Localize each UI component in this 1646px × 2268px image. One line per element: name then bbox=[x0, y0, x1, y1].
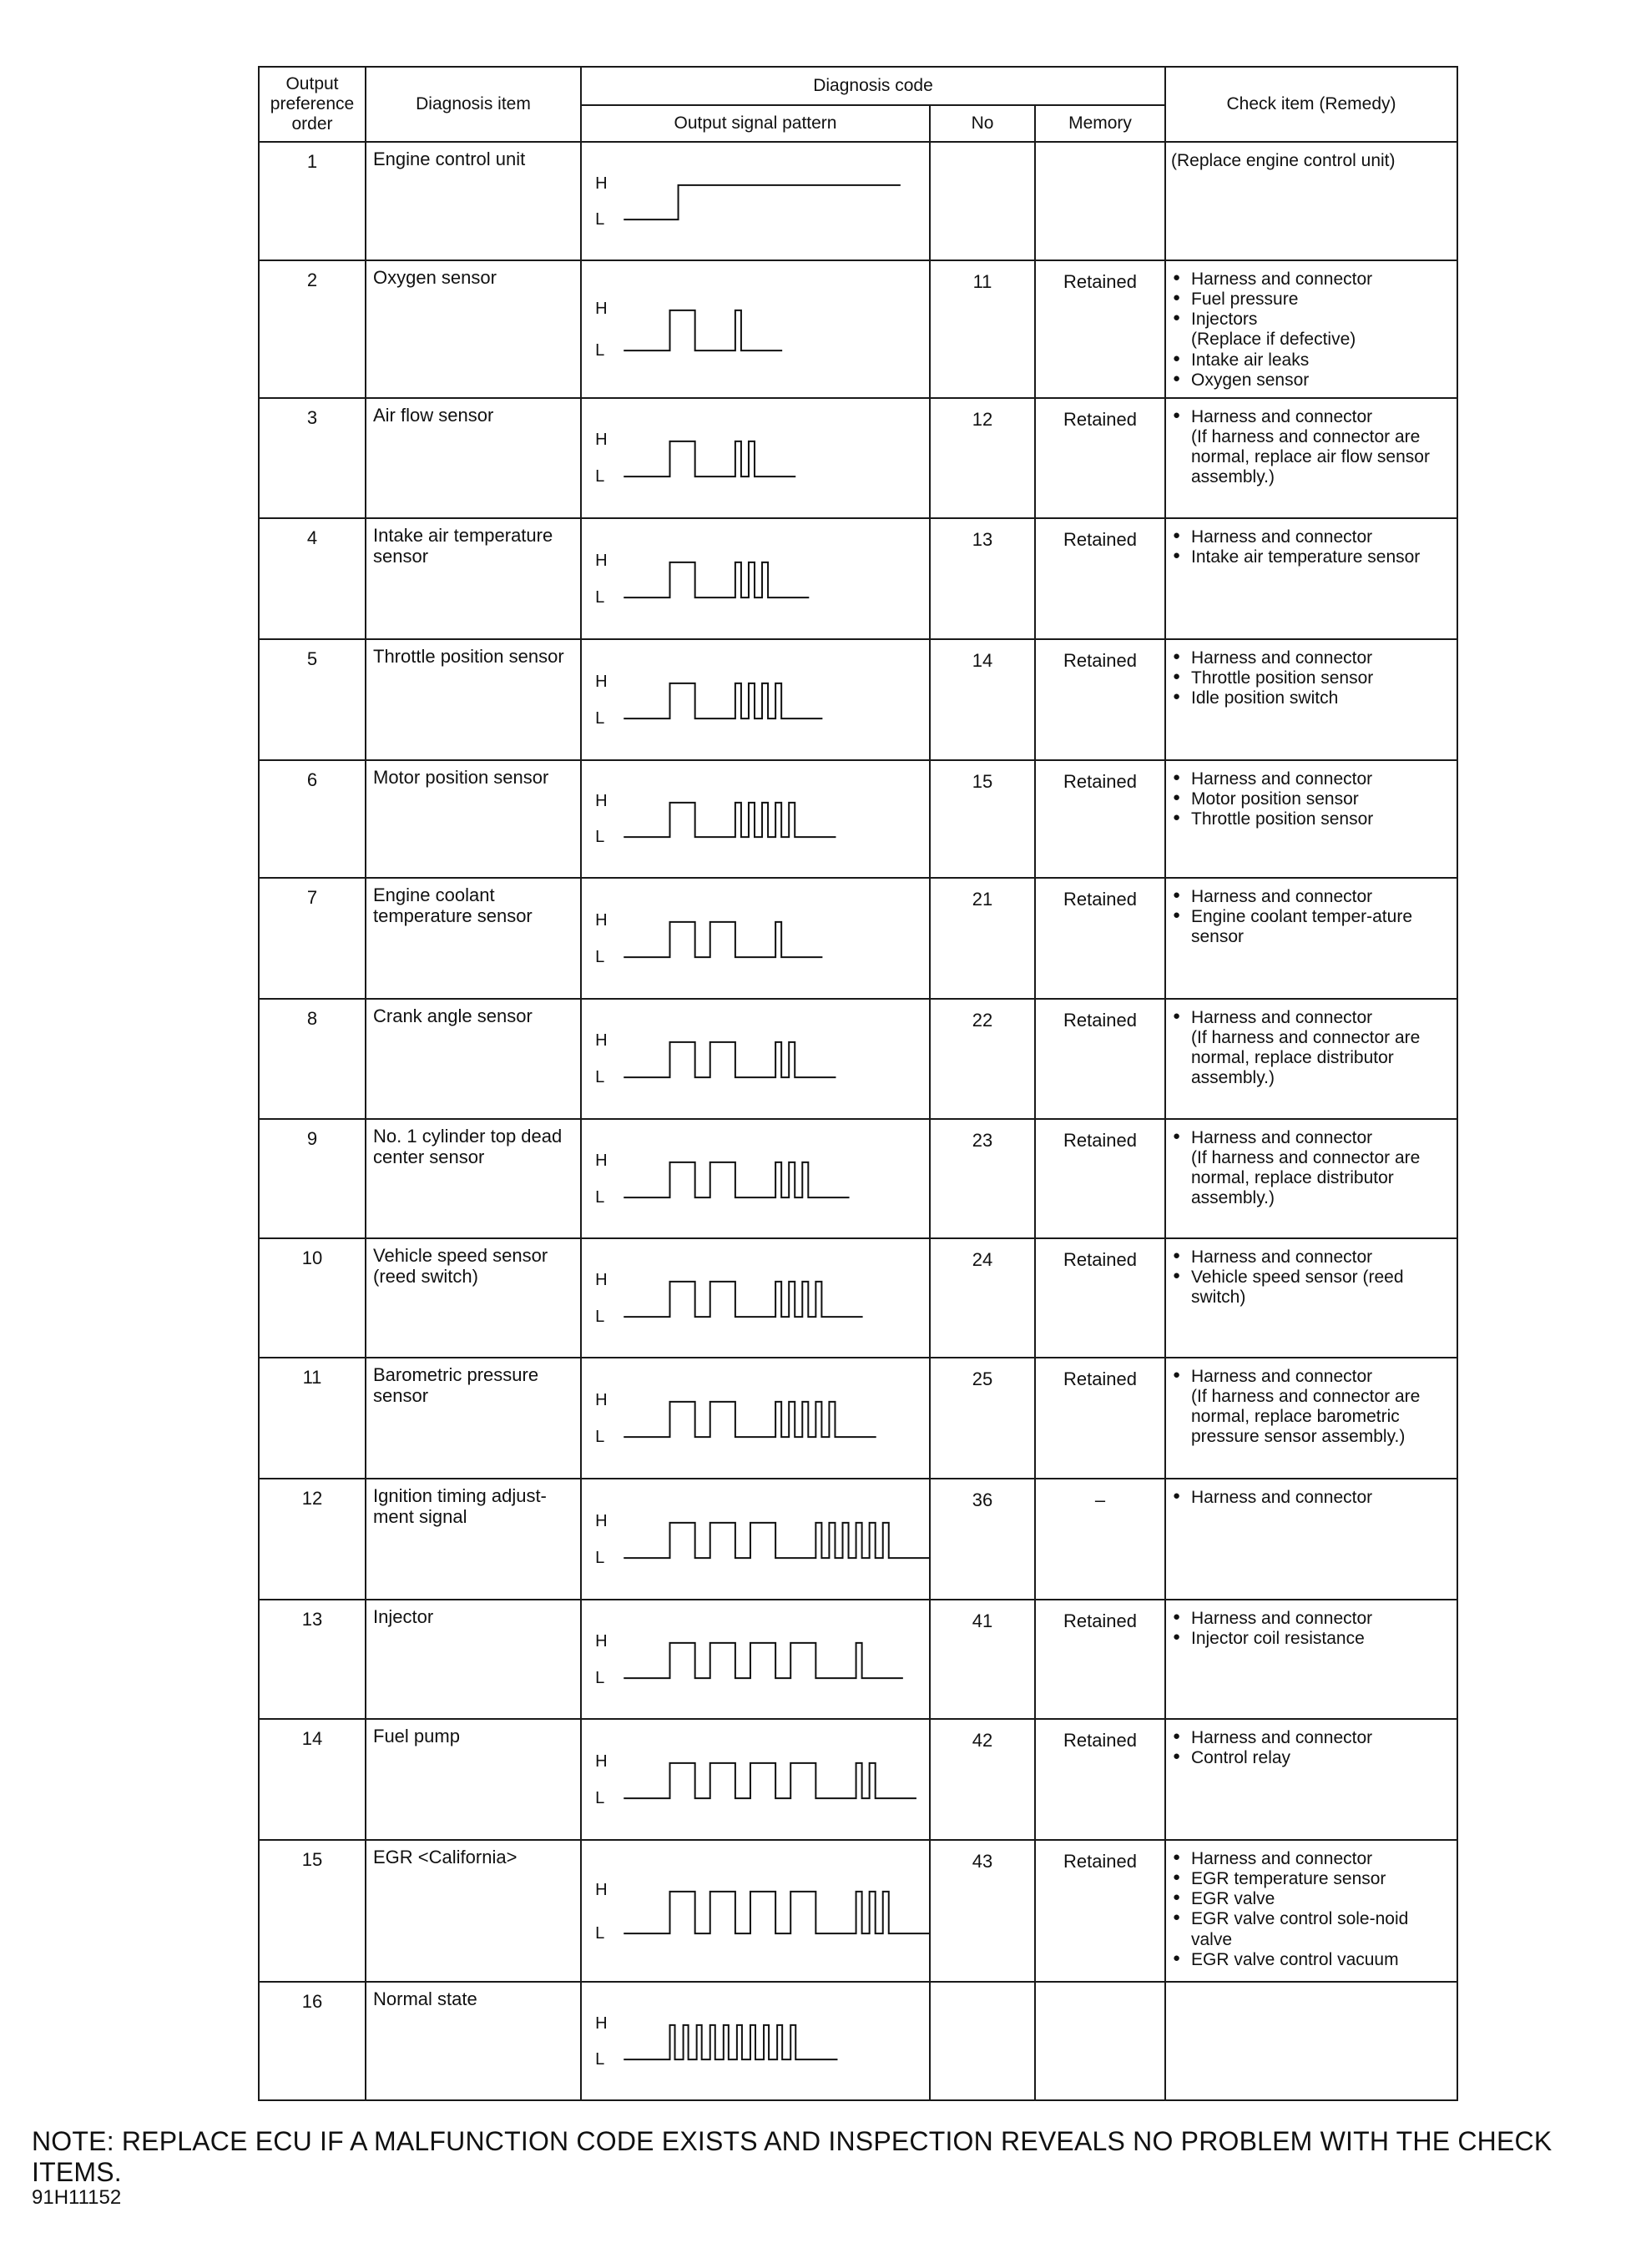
row-code-number: 41 bbox=[930, 1600, 1035, 1719]
signal-waveform bbox=[582, 640, 929, 759]
row-code-number: 21 bbox=[930, 878, 1035, 999]
signal-trace bbox=[624, 1282, 862, 1317]
check-item: ● Engine coolant temper-ature sensor bbox=[1171, 907, 1453, 947]
row-check-items bbox=[1165, 1358, 1457, 1479]
check-item: ● Intake air temperature sensor bbox=[1171, 547, 1453, 567]
table-row bbox=[259, 1719, 1457, 1840]
row-code-number: 36 bbox=[930, 1479, 1035, 1600]
row-memory: – bbox=[1035, 1479, 1165, 1600]
check-list bbox=[1171, 769, 1453, 829]
check-item: ● Harness and connector bbox=[1171, 1247, 1453, 1268]
check-list bbox=[1171, 1128, 1453, 1209]
signal-trace bbox=[624, 441, 795, 476]
check-list bbox=[1171, 648, 1453, 708]
row-signal-pattern bbox=[581, 639, 930, 760]
level-high-label: H bbox=[595, 1511, 608, 1530]
row-signal-pattern bbox=[581, 878, 930, 999]
check-item: ● Control relay bbox=[1171, 1748, 1453, 1768]
header-signal-pattern: Output signal pattern bbox=[581, 105, 930, 142]
row-signal-pattern bbox=[581, 1840, 930, 1982]
row-code-number: 14 bbox=[930, 639, 1035, 760]
check-item: ● Throttle position sensor bbox=[1171, 668, 1453, 688]
signal-trace bbox=[624, 1763, 916, 1798]
level-high-label: H bbox=[595, 174, 608, 193]
row-memory: Retained bbox=[1035, 999, 1165, 1119]
signal-trace bbox=[624, 803, 836, 837]
check-item: (If harness and connector are normal, replace barometric pressure sensor assembly.) bbox=[1191, 1387, 1421, 1447]
signal-trace bbox=[624, 310, 782, 350]
row-order: 9 bbox=[259, 1119, 366, 1238]
signal-waveform bbox=[582, 1720, 929, 1839]
signal-waveform bbox=[582, 399, 929, 517]
row-diagnosis-item: No. 1 cylinder top dead center sensor bbox=[366, 1119, 581, 1238]
row-check-items bbox=[1165, 999, 1457, 1119]
signal-trace bbox=[624, 1892, 929, 1933]
level-low-label: L bbox=[595, 1924, 605, 1943]
row-diagnosis-item: Engine control unit bbox=[366, 142, 581, 260]
row-diagnosis-item: Crank angle sensor bbox=[366, 999, 581, 1119]
row-check-items bbox=[1165, 1982, 1457, 2100]
level-low-label: L bbox=[595, 1188, 605, 1207]
footnote: NOTE: REPLACE ECU IF A MALFUNCTION CODE EXISTS AND INSPECTION REVEALS NO PROBLEM WITH THE CHECK ITEMS. bbox=[32, 2126, 1553, 2187]
check-item: ● Harness and connector bbox=[1171, 1728, 1453, 1748]
level-low-label: L bbox=[595, 709, 605, 728]
check-item: ● Harness and connector bbox=[1171, 527, 1453, 547]
table-row bbox=[259, 1479, 1457, 1600]
row-signal-pattern bbox=[581, 260, 930, 398]
check-list bbox=[1171, 1008, 1453, 1089]
check-item: ● Harness and connector bbox=[1171, 887, 1453, 907]
signal-trace bbox=[624, 185, 901, 219]
row-order: 7 bbox=[259, 878, 366, 999]
row-order: 4 bbox=[259, 518, 366, 639]
row-code-number: 12 bbox=[930, 398, 1035, 518]
row-order: 10 bbox=[259, 1238, 366, 1358]
signal-waveform bbox=[582, 143, 929, 260]
signal-trace bbox=[624, 1523, 929, 1558]
row-memory: Retained bbox=[1035, 1358, 1165, 1479]
check-item: ● Injector coil resistance bbox=[1171, 1629, 1453, 1649]
header-memory: Memory bbox=[1035, 105, 1165, 142]
signal-waveform bbox=[582, 1600, 929, 1718]
level-high-label: H bbox=[595, 1151, 608, 1170]
signal-waveform bbox=[582, 1120, 929, 1237]
signal-waveform bbox=[582, 1479, 929, 1599]
level-low-label: L bbox=[595, 1669, 605, 1688]
row-diagnosis-item: Throttle position sensor bbox=[366, 639, 581, 760]
table-row bbox=[259, 999, 1457, 1119]
check-item: ● Idle position switch bbox=[1171, 688, 1453, 708]
signal-trace bbox=[624, 2025, 837, 2059]
check-list bbox=[1171, 1728, 1453, 1768]
signal-waveform bbox=[582, 519, 929, 638]
table-row bbox=[259, 398, 1457, 518]
check-item: ● Harness and connector bbox=[1171, 1488, 1453, 1508]
signal-waveform bbox=[582, 1000, 929, 1118]
check-item: ● Injectors bbox=[1171, 310, 1453, 330]
row-order: 3 bbox=[259, 398, 366, 518]
signal-trace bbox=[624, 1042, 836, 1077]
signal-trace bbox=[624, 1162, 849, 1197]
check-list bbox=[1171, 1247, 1453, 1308]
signal-trace bbox=[624, 683, 822, 718]
row-memory: Retained bbox=[1035, 639, 1165, 760]
row-check-items bbox=[1165, 142, 1457, 260]
level-high-label: H bbox=[595, 2013, 608, 2033]
level-high-label: H bbox=[595, 1390, 608, 1409]
row-code-number: 43 bbox=[930, 1840, 1035, 1982]
signal-waveform bbox=[582, 1983, 929, 2099]
row-signal-pattern bbox=[581, 760, 930, 878]
level-low-label: L bbox=[595, 1308, 605, 1327]
check-item: ● Harness and connector bbox=[1171, 1008, 1453, 1028]
row-diagnosis-item: Vehicle speed sensor (reed switch) bbox=[366, 1238, 581, 1358]
row-signal-pattern bbox=[581, 398, 930, 518]
check-item: ● Harness and connector bbox=[1171, 1849, 1453, 1869]
check-item: ● EGR valve control sole-noid valve bbox=[1171, 1909, 1453, 1949]
check-list bbox=[1171, 527, 1453, 567]
check-list bbox=[1171, 1609, 1453, 1649]
row-order: 5 bbox=[259, 639, 366, 760]
row-signal-pattern bbox=[581, 1479, 930, 1600]
table-row bbox=[259, 142, 1457, 260]
table-row bbox=[259, 878, 1457, 999]
row-check-items bbox=[1165, 1840, 1457, 1982]
row-check-items bbox=[1165, 1479, 1457, 1600]
table-row bbox=[259, 1600, 1457, 1719]
header-no: No bbox=[930, 105, 1035, 142]
row-signal-pattern bbox=[581, 1982, 930, 2100]
row-signal-pattern bbox=[581, 142, 930, 260]
row-code-number bbox=[930, 142, 1035, 260]
row-check-items bbox=[1165, 260, 1457, 398]
check-item: ● Oxygen sensor bbox=[1171, 370, 1453, 391]
table-row bbox=[259, 1982, 1457, 2100]
row-signal-pattern bbox=[581, 999, 930, 1119]
level-low-label: L bbox=[595, 467, 605, 486]
level-high-label: H bbox=[595, 551, 608, 570]
level-low-label: L bbox=[595, 341, 605, 360]
row-order: 11 bbox=[259, 1358, 366, 1479]
level-high-label: H bbox=[595, 1751, 608, 1771]
check-item: ● EGR valve bbox=[1171, 1889, 1453, 1909]
row-memory: Retained bbox=[1035, 1600, 1165, 1719]
signal-trace bbox=[624, 562, 809, 597]
row-signal-pattern bbox=[581, 1719, 930, 1840]
row-order: 6 bbox=[259, 760, 366, 878]
table-row bbox=[259, 518, 1457, 639]
check-item: (If harness and connector are normal, replace distributor assembly.) bbox=[1191, 1028, 1421, 1088]
level-low-label: L bbox=[595, 1068, 605, 1087]
check-item: ● EGR temperature sensor bbox=[1171, 1869, 1453, 1889]
signal-waveform bbox=[582, 1239, 929, 1357]
row-code-number: 42 bbox=[930, 1719, 1035, 1840]
row-check-items bbox=[1165, 639, 1457, 760]
level-low-label: L bbox=[595, 948, 605, 967]
table-row bbox=[259, 760, 1457, 878]
row-order: 14 bbox=[259, 1719, 366, 1840]
check-item: ● Harness and connector bbox=[1171, 648, 1453, 668]
row-order: 15 bbox=[259, 1840, 366, 1982]
level-high-label: H bbox=[595, 1631, 608, 1651]
row-diagnosis-item: Injector bbox=[366, 1600, 581, 1719]
check-list bbox=[1171, 1849, 1453, 1970]
table-row bbox=[259, 1840, 1457, 1982]
row-memory: Retained bbox=[1035, 1238, 1165, 1358]
level-low-label: L bbox=[595, 588, 605, 607]
check-item: ● EGR valve control vacuum bbox=[1171, 1950, 1453, 1970]
check-item: ● Fuel pressure bbox=[1171, 290, 1453, 310]
header-order: Output preference order bbox=[259, 67, 366, 142]
level-low-label: L bbox=[595, 828, 605, 847]
header-diagnosis-item: Diagnosis item bbox=[366, 67, 581, 142]
level-high-label: H bbox=[595, 1880, 608, 1899]
level-high-label: H bbox=[595, 791, 608, 810]
row-check-items bbox=[1165, 1238, 1457, 1358]
signal-trace bbox=[624, 1402, 876, 1437]
check-item: (If harness and connector are normal, replace air flow sensor assembly.) bbox=[1191, 427, 1430, 487]
table-body bbox=[259, 142, 1457, 2100]
level-low-label: L bbox=[595, 1789, 605, 1808]
level-high-label: H bbox=[595, 672, 608, 691]
row-check-items bbox=[1165, 518, 1457, 639]
row-memory: Retained bbox=[1035, 1719, 1165, 1840]
row-diagnosis-item: Barometric pressure sensor bbox=[366, 1358, 581, 1479]
table-row bbox=[259, 260, 1457, 398]
level-high-label: H bbox=[595, 1270, 608, 1289]
row-code-number bbox=[930, 1982, 1035, 2100]
signal-waveform bbox=[582, 1358, 929, 1478]
row-code-number: 23 bbox=[930, 1119, 1035, 1238]
table-row bbox=[259, 1238, 1457, 1358]
row-order: 2 bbox=[259, 260, 366, 398]
level-low-label: L bbox=[595, 210, 605, 229]
row-memory bbox=[1035, 142, 1165, 260]
signal-waveform bbox=[582, 761, 929, 877]
check-item: ● Harness and connector bbox=[1171, 1128, 1453, 1148]
row-order: 16 bbox=[259, 1982, 366, 2100]
figure-code: 91H11152 bbox=[32, 2186, 122, 2209]
check-item: (If harness and connector are normal, replace distributor assembly.) bbox=[1191, 1148, 1421, 1208]
row-check-items bbox=[1165, 1719, 1457, 1840]
row-signal-pattern bbox=[581, 1600, 930, 1719]
row-diagnosis-item: Intake air temperature sensor bbox=[366, 518, 581, 639]
row-diagnosis-item: Ignition timing adjust-ment signal bbox=[366, 1479, 581, 1600]
level-high-label: H bbox=[595, 1031, 608, 1050]
row-memory: Retained bbox=[1035, 760, 1165, 878]
check-item: ● Intake air leaks bbox=[1171, 350, 1453, 370]
row-diagnosis-item: Engine coolant temperature sensor bbox=[366, 878, 581, 999]
check-list bbox=[1171, 151, 1453, 171]
level-high-label: H bbox=[595, 430, 608, 449]
row-check-items bbox=[1165, 760, 1457, 878]
row-memory: Retained bbox=[1035, 398, 1165, 518]
row-memory bbox=[1035, 1982, 1165, 2100]
check-list bbox=[1171, 270, 1453, 391]
check-item: ● Harness and connector bbox=[1171, 769, 1453, 789]
row-check-items bbox=[1165, 1119, 1457, 1238]
row-code-number: 25 bbox=[930, 1358, 1035, 1479]
signal-waveform bbox=[582, 1841, 929, 1981]
table-row bbox=[259, 1358, 1457, 1479]
row-order: 1 bbox=[259, 142, 366, 260]
row-diagnosis-item: Oxygen sensor bbox=[366, 260, 581, 398]
level-high-label: H bbox=[595, 910, 608, 930]
row-diagnosis-item: Fuel pump bbox=[366, 1719, 581, 1840]
row-memory: Retained bbox=[1035, 878, 1165, 999]
row-signal-pattern bbox=[581, 518, 930, 639]
row-memory: Retained bbox=[1035, 1119, 1165, 1238]
row-order: 8 bbox=[259, 999, 366, 1119]
row-diagnosis-item: EGR <California> bbox=[366, 1840, 581, 1982]
check-item: (Replace engine control unit) bbox=[1171, 151, 1396, 170]
table-row bbox=[259, 1119, 1457, 1238]
row-check-items bbox=[1165, 1600, 1457, 1719]
signal-trace bbox=[624, 922, 822, 957]
row-order: 12 bbox=[259, 1479, 366, 1600]
check-item: ● Throttle position sensor bbox=[1171, 809, 1453, 829]
level-low-label: L bbox=[595, 1428, 605, 1447]
row-signal-pattern bbox=[581, 1119, 930, 1238]
check-item: ● Harness and connector bbox=[1171, 270, 1453, 290]
row-memory: Retained bbox=[1035, 518, 1165, 639]
row-signal-pattern bbox=[581, 1358, 930, 1479]
signal-waveform bbox=[582, 879, 929, 998]
check-item: ● Vehicle speed sensor (reed switch) bbox=[1171, 1268, 1453, 1308]
row-code-number: 13 bbox=[930, 518, 1035, 639]
table-row bbox=[259, 639, 1457, 760]
check-list bbox=[1171, 1367, 1453, 1448]
check-list bbox=[1171, 1488, 1453, 1508]
check-item: (Replace if defective) bbox=[1191, 330, 1356, 350]
row-signal-pattern bbox=[581, 1238, 930, 1358]
check-item: ● Harness and connector bbox=[1171, 1609, 1453, 1629]
check-list bbox=[1171, 887, 1453, 947]
row-code-number: 11 bbox=[930, 260, 1035, 398]
row-diagnosis-item: Air flow sensor bbox=[366, 398, 581, 518]
check-item: ● Harness and connector bbox=[1171, 1367, 1453, 1387]
header-check-item: Check item (Remedy) bbox=[1165, 67, 1457, 142]
row-code-number: 22 bbox=[930, 999, 1035, 1119]
row-order: 13 bbox=[259, 1600, 366, 1719]
row-memory: Retained bbox=[1035, 1840, 1165, 1982]
diagnosis-code-table bbox=[258, 66, 1458, 2101]
level-low-label: L bbox=[595, 1549, 605, 1568]
row-diagnosis-item: Normal state bbox=[366, 1982, 581, 2100]
level-low-label: L bbox=[595, 2050, 605, 2069]
row-code-number: 15 bbox=[930, 760, 1035, 878]
signal-waveform bbox=[582, 261, 929, 397]
row-memory: Retained bbox=[1035, 260, 1165, 398]
check-list bbox=[1171, 407, 1453, 488]
header-diagnosis-code: Diagnosis code bbox=[581, 67, 1165, 105]
row-check-items bbox=[1165, 878, 1457, 999]
level-high-label: H bbox=[595, 299, 608, 318]
check-item: ● Motor position sensor bbox=[1171, 789, 1453, 809]
row-diagnosis-item: Motor position sensor bbox=[366, 760, 581, 878]
row-check-items bbox=[1165, 398, 1457, 518]
signal-trace bbox=[624, 1643, 903, 1678]
check-item: ● Harness and connector bbox=[1171, 407, 1453, 427]
row-code-number: 24 bbox=[930, 1238, 1035, 1358]
